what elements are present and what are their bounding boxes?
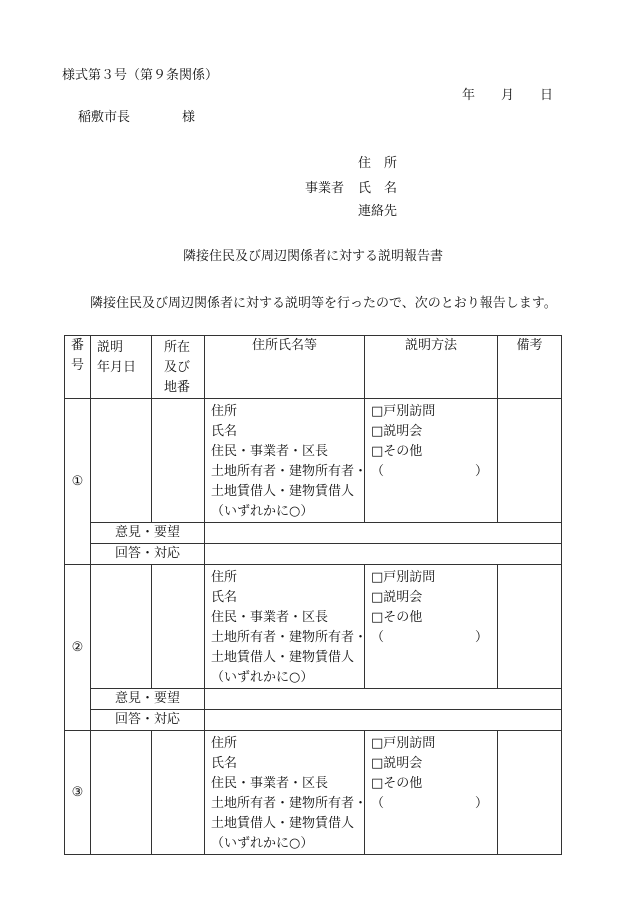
other-input[interactable]: （ ） (371, 630, 489, 645)
remarks-cell[interactable] (498, 399, 562, 523)
date-line: 年 月 日 (462, 88, 554, 103)
location-cell[interactable] (152, 399, 205, 523)
document-title: 隣接住民及び周辺関係者に対する説明報告書 (183, 249, 444, 264)
addressee: 稲敷市長 様 (78, 110, 196, 125)
response-label: 回答・対応 (91, 710, 205, 731)
header-method: 説明方法 (365, 336, 498, 399)
date-cell[interactable] (91, 399, 152, 523)
checkbox-briefing[interactable]: □説明会 (371, 590, 423, 605)
checkbox-other[interactable]: □その他 (371, 444, 423, 459)
location-cell[interactable] (152, 565, 205, 689)
other-input[interactable]: （ ） (371, 464, 489, 479)
entry-number: ① (65, 399, 91, 565)
other-input[interactable]: （ ） (371, 796, 489, 811)
header-location: 所在 及び 地番 (152, 336, 205, 399)
method-cell (365, 731, 498, 855)
applicant-role-label: 事業者 (305, 181, 345, 196)
name-cell: 住所 氏名 住民・事業者・区長 土地所有者・建物所有者・ 土地賃借人・建物賃借人 （いずれかに○） (205, 731, 365, 855)
date-cell[interactable] (91, 731, 152, 855)
form-number: 様式第３号（第９条関係） (62, 68, 219, 83)
checkbox-other[interactable]: □その他 (371, 776, 423, 791)
entry-number: ③ (65, 731, 91, 855)
method-cell (365, 399, 498, 523)
applicant-address-label: 住 所 (358, 156, 398, 171)
opinion-field[interactable] (205, 689, 562, 710)
header-remarks: 備考 (498, 336, 562, 399)
opinion-label: 意見・要望 (91, 523, 205, 544)
remarks-cell[interactable] (498, 731, 562, 855)
checkbox-other[interactable]: □その他 (371, 610, 423, 625)
applicant-contact-label: 連絡先 (358, 204, 398, 219)
checkbox-briefing[interactable]: □説明会 (371, 424, 423, 439)
response-field[interactable] (205, 544, 562, 565)
method-cell (365, 565, 498, 689)
entry-number: ② (65, 565, 91, 731)
header-name: 住所氏名等 (205, 336, 365, 399)
opinion-label: 意見・要望 (91, 689, 205, 710)
checkbox-home-visit[interactable]: □戸別訪問 (371, 736, 436, 751)
name-cell: 住所 氏名 住民・事業者・区長 土地所有者・建物所有者・ 土地賃借人・建物賃借人 （いずれかに○） (205, 565, 365, 689)
date-cell[interactable] (91, 565, 152, 689)
header-date: 説明 年月日 (91, 336, 152, 399)
response-field[interactable] (205, 710, 562, 731)
intro-text: 隣接住民及び周辺関係者に対する説明等を行ったので、次のとおり報告します。 (90, 296, 557, 311)
report-table (64, 335, 562, 855)
checkbox-home-visit[interactable]: □戸別訪問 (371, 404, 436, 419)
name-cell: 住所 氏名 住民・事業者・区長 土地所有者・建物所有者・ 土地賃借人・建物賃借人 （いずれかに○） (205, 399, 365, 523)
applicant-name-label: 氏 名 (358, 181, 398, 196)
remarks-cell[interactable] (498, 565, 562, 689)
opinion-field[interactable] (205, 523, 562, 544)
header-number: 番 号 (65, 336, 91, 399)
location-cell[interactable] (152, 731, 205, 855)
checkbox-briefing[interactable]: □説明会 (371, 756, 423, 771)
response-label: 回答・対応 (91, 544, 205, 565)
checkbox-home-visit[interactable]: □戸別訪問 (371, 570, 436, 585)
